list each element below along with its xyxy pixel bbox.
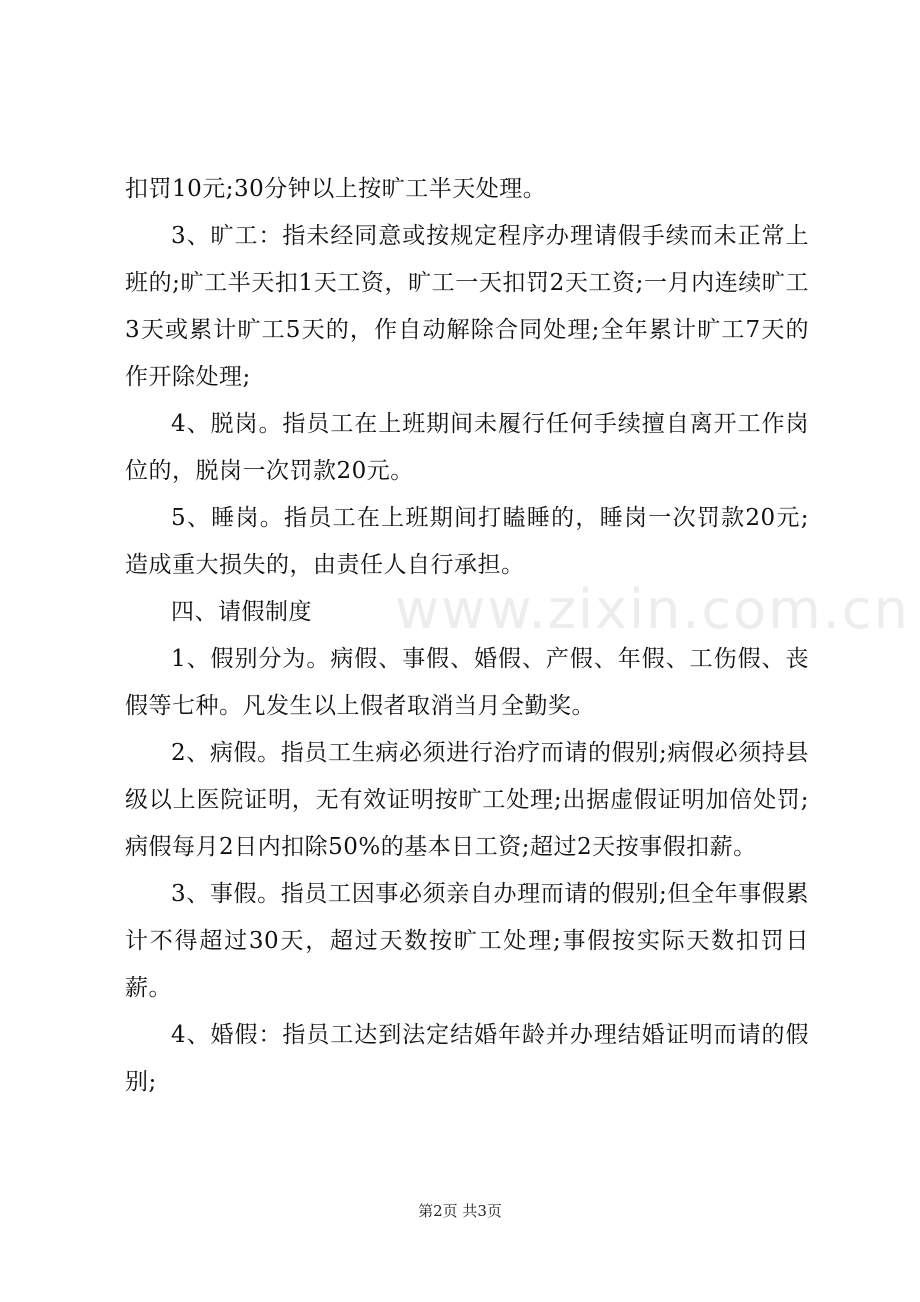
paragraph: 5、睡岗。指员工在上班期间打瞌睡的，睡岗一次罚款20元;造成重大损失的，由责任人自行承担。 [125,505,809,578]
paragraph: 4、婚假：指员工达到法定结婚年龄并办理结婚证明而请的假别; [125,1022,809,1095]
paragraph: 四、请假制度 [171,599,312,625]
paragraph: 4、脱岗。指员工在上班期间未履行任何手续擅自离开工作岗位的，脱岗一次罚款20元。 [125,411,809,484]
paragraph: 1、假别分为。病假、事假、婚假、产假、年假、工伤假、丧假等七种。凡发生以上假者取消当月全勤奖。 [125,646,809,719]
paragraph: 扣罚10元;30分钟以上按旷工半天处理。 [125,176,547,202]
document-body [125,166,809,1106]
watermark: www.zixin.com.cn [395,578,910,641]
paragraph: 3、旷工：指未经同意或按规定程序办理请假手续而未正常上班的;旷工半天扣1天工资，旷工一天扣罚2天工资;一月内连续旷工3天或累计旷工5天的，作自动解除合同处理;全年累计旷工7天的作开除处理; [125,223,809,390]
paragraph: 2、病假。指员工生病必须进行治疗而请的假别;病假必须持县级以上医院证明，无有效证明按旷工处理;出据虚假证明加倍处罚;病假每月2日内扣除50%的基本日工资;超过2天按事假扣薪。 [125,740,809,860]
page-footer: 第2页 共3页 [418,1202,502,1220]
paragraph: 3、事假。指员工因事必须亲自办理而请的假别;但全年事假累计不得超过30天，超过天数按旷工处理;事假按实际天数扣罚日薪。 [125,881,809,1001]
